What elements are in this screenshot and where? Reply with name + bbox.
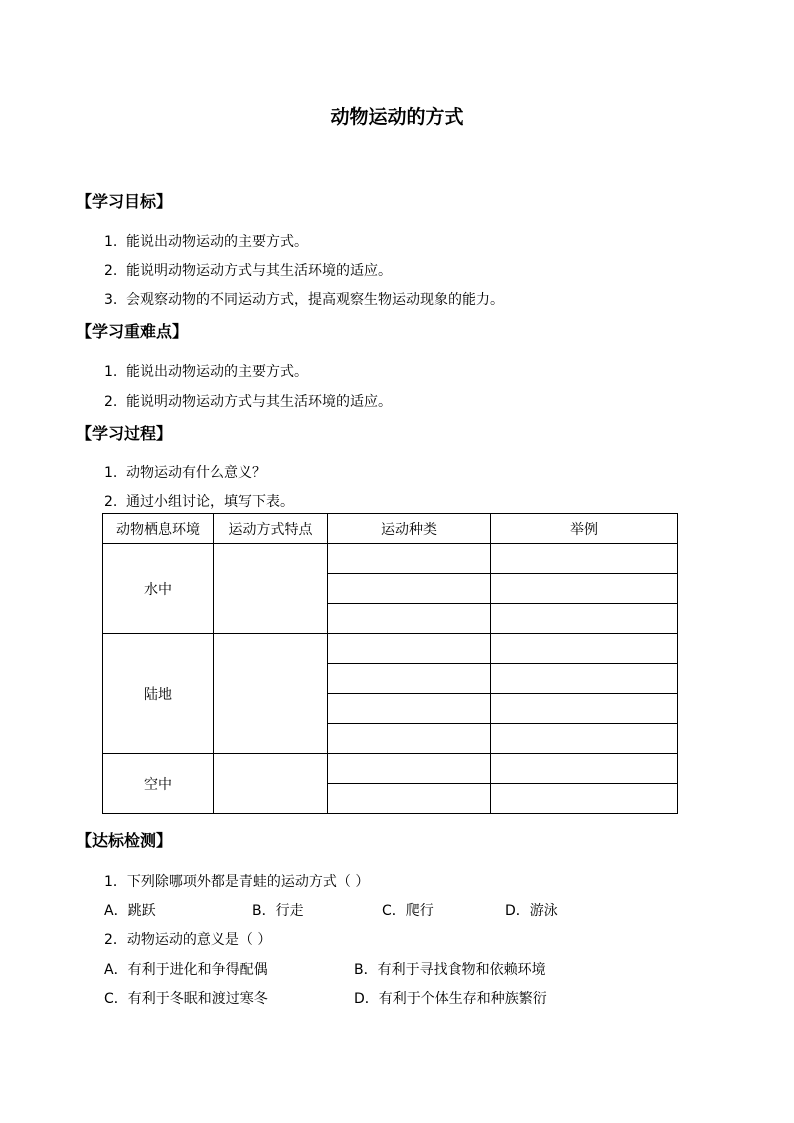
- example-cell[interactable]: [491, 784, 678, 814]
- question-1-option-c[interactable]: C．爬行: [382, 903, 434, 919]
- table-header-cell: 运动种类: [328, 514, 491, 544]
- type-cell[interactable]: [328, 754, 491, 784]
- process-item-number: 1.: [104, 465, 118, 481]
- goal-item-number: 2.: [104, 263, 118, 279]
- question-1-option-d[interactable]: D．游泳: [505, 903, 558, 919]
- key-point-number: 2.: [104, 394, 118, 410]
- example-cell[interactable]: [491, 544, 678, 574]
- habitat-cell: 水中: [103, 544, 214, 634]
- type-cell[interactable]: [328, 634, 491, 664]
- type-cell[interactable]: [328, 544, 491, 574]
- page-title: 动物运动的方式: [330, 106, 464, 128]
- key-point-number: 1.: [104, 364, 118, 380]
- process-item-text: 通过小组讨论，填写下表。: [126, 494, 294, 510]
- table-header-cell: 运动方式特点: [214, 514, 328, 544]
- example-cell[interactable]: [491, 574, 678, 604]
- goal-item-number: 1.: [104, 234, 118, 250]
- key-point-text: 能说出动物运动的主要方式。: [126, 364, 308, 380]
- example-cell[interactable]: [491, 634, 678, 664]
- section-heading-goals: 【学习目标】: [76, 192, 173, 211]
- key-point-text: 能说明动物运动方式与其生活环境的适应。: [126, 394, 392, 410]
- type-cell[interactable]: [328, 724, 491, 754]
- example-cell[interactable]: [491, 694, 678, 724]
- example-cell[interactable]: [491, 664, 678, 694]
- feature-cell[interactable]: [214, 754, 328, 814]
- example-cell[interactable]: [491, 724, 678, 754]
- goal-item-1: [104, 233, 308, 251]
- section-heading-process: 【学习过程】: [76, 424, 173, 443]
- question-2-option-d[interactable]: D．有利于个体生存和种族繁衍: [354, 991, 547, 1007]
- process-item-number: 2.: [104, 494, 118, 510]
- goal-item-text: 会观察动物的不同运动方式，提高观察生物运动现象的能力。: [126, 292, 504, 308]
- example-cell[interactable]: [491, 754, 678, 784]
- section-heading-test: 【达标检测】: [76, 831, 173, 850]
- table-header-cell: 举例: [491, 514, 678, 544]
- table-row: [103, 634, 678, 664]
- key-point-item-1: [104, 363, 308, 381]
- table-row: [103, 544, 678, 574]
- type-cell[interactable]: [328, 664, 491, 694]
- table-header-row: [103, 514, 678, 544]
- type-cell[interactable]: [328, 784, 491, 814]
- table-row: [103, 754, 678, 784]
- goal-item-3: [104, 291, 504, 309]
- feature-cell[interactable]: [214, 544, 328, 634]
- process-item-text: 动物运动有什么意义？: [126, 465, 266, 481]
- question-2-stem: 2．动物运动的意义是（ ）: [104, 932, 272, 948]
- question-1-option-b[interactable]: B．行走: [252, 903, 304, 919]
- table-header-cell: 动物栖息环境: [103, 514, 214, 544]
- question-2-option-c[interactable]: C．有利于冬眠和渡过寒冬: [104, 991, 268, 1007]
- goal-item-2: [104, 262, 392, 280]
- type-cell[interactable]: [328, 604, 491, 634]
- process-item-1: [104, 464, 266, 482]
- key-point-item-2: [104, 393, 392, 411]
- movement-table: [102, 513, 678, 814]
- section-heading-key-points: 【学习重难点】: [76, 322, 189, 341]
- question-2-option-b[interactable]: B．有利于寻找食物和依赖环境: [354, 962, 546, 978]
- feature-cell[interactable]: [214, 634, 328, 754]
- process-item-2: [104, 493, 294, 511]
- type-cell[interactable]: [328, 574, 491, 604]
- goal-item-number: 3.: [104, 292, 118, 308]
- goal-item-text: 能说出动物运动的主要方式。: [126, 234, 308, 250]
- goal-item-text: 能说明动物运动方式与其生活环境的适应。: [126, 263, 392, 279]
- habitat-cell: 空中: [103, 754, 214, 814]
- habitat-cell: 陆地: [103, 634, 214, 754]
- question-2-option-a[interactable]: A．有利于进化和争得配偶: [104, 962, 268, 978]
- question-1-stem: 1．下列除哪项外都是青蛙的运动方式（ ）: [104, 874, 370, 890]
- example-cell[interactable]: [491, 604, 678, 634]
- question-1-option-a[interactable]: A．跳跃: [104, 903, 156, 919]
- type-cell[interactable]: [328, 694, 491, 724]
